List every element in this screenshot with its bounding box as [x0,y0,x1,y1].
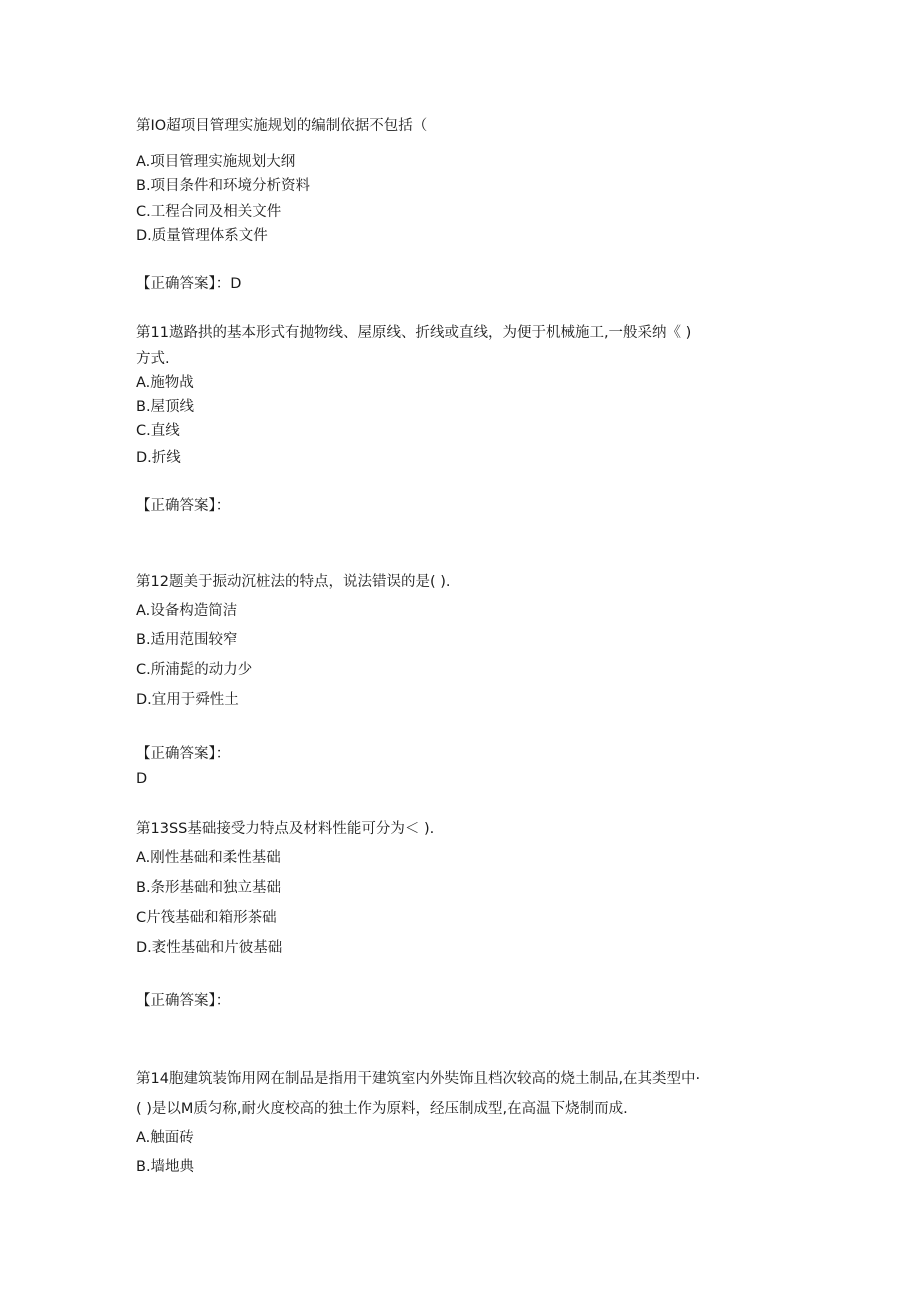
question-11-option-d: D.折线 [136,450,181,466]
question-12-answer-value: D [136,771,148,787]
question-11-option-a: A.施物战 [136,375,194,391]
question-11-option-b: B.屋顶线 [136,399,195,415]
question-13-answer: 【正确答案】： [136,993,231,1009]
question-11-answer: 【正确答案】： [136,498,231,514]
question-14-option-b: B.墙地典 [136,1159,195,1175]
question-12-option-d: D.宜用于舜性土 [136,692,239,708]
question-12-option-a: A.设备构造简洁 [136,603,238,619]
question-10-option-a: A.项目管理实施规划大纲 [136,154,296,170]
question-14-option-a: A.触面砖 [136,1130,194,1146]
question-11-stem: 第11遨路拱的基本形式有抛物线、屋原线、折线或直线，为便于机械施工,一般采纳《 ) [136,325,692,341]
question-13-option-d: D.袤性基础和片彼基础 [136,940,283,956]
question-10-option-d: D.质量管理体系文件 [136,228,268,244]
question-10-option-b: B.项目条件和环境分析资料 [136,178,311,194]
question-10-option-c: C.工程合同及相关文件 [136,204,282,220]
question-11-stem-continued: 方式. [136,351,170,367]
question-13-option-c: C片筏基础和箱形茶础 [136,910,277,926]
question-12-stem: 第12题美于振动沉桩法的特点，说法错误的是( ). [136,574,451,590]
question-13-option-b: B.条形基础和独立基础 [136,880,282,896]
question-13-option-a: A.刚性基础和柔性基础 [136,850,281,866]
question-14-stem: 第14胞建筑装饰用网在制品是指用干建筑室内外奘饰且档次较高的烧土制品,在其类型中· [136,1071,701,1087]
question-10-answer: 【正确答案】：D [136,276,242,292]
question-13-stem: 第13SS基础接受力特点及材料性能可分为＜ ). [136,821,435,837]
question-12-answer: 【正确答案】： [136,746,231,762]
question-12-option-b: B.适用范围较窄 [136,632,238,648]
question-12-option-c: C.所浦髭的动力少 [136,662,253,678]
question-10-stem: 第IO超项目管理实施规划的编制依据不包括（ [136,118,428,134]
question-14-stem-continued: ( )是以M质匀称,耐火度校高的独土作为原料，经压制成型,在高温下烧制而成. [136,1101,628,1117]
question-11-option-c: C.直线 [136,423,180,439]
